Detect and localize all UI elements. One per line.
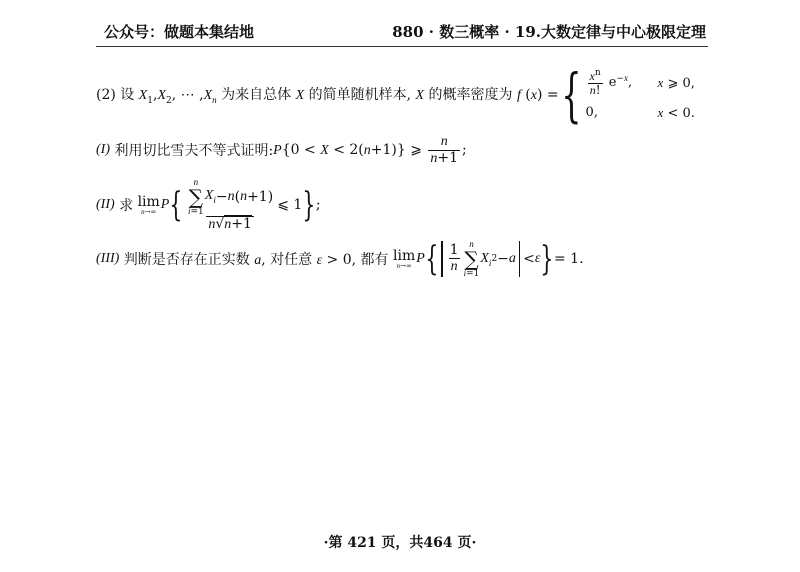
- part2-text: 求: [119, 198, 134, 215]
- part3-text: 判断是否存在正实数 a, 对任意 ε > 0, 都有: [123, 252, 389, 269]
- part1-math: P{0 < X < 2(n+1)} ⩾ $\frac{n}{n+1}$ ;: [273, 134, 467, 166]
- case-row-1: $\frac{x^n}{n!}$ $e^{-x}$, x ⩾ 0,: [589, 68, 695, 97]
- page-footer: ·第 421 页，共464 页·: [323, 535, 477, 551]
- limit-operator: lim n→∞: [137, 193, 160, 216]
- cases-brace: {: [560, 61, 582, 129]
- page-header: [104, 18, 706, 44]
- part1-label: (I): [96, 142, 110, 158]
- problem-intro: [96, 61, 695, 129]
- intro-text: (2) 设 $X_1,X_2$, ⋯ $,X_n$ 为来自总体 X 的简单随机样本, X 的概率密度为 f (x) =: [96, 87, 559, 106]
- part-3: (III) 判断是否存在正实数 a, 对任意 ε > 0, 都有 lim n→∞ P { $\frac{1}{n}$ n ∑ i=1 $X_i$ 2 − a < ε } = 1.: [96, 239, 584, 280]
- left-brace: {: [169, 185, 183, 226]
- header-source: 公众号：做题本集结地: [104, 22, 255, 41]
- part3-label: (III): [96, 251, 120, 267]
- part2-label: (II): [96, 197, 115, 213]
- limit-operator-2: lim n→∞: [393, 247, 416, 270]
- part1-text: 利用切比雪夫不等式证明:: [114, 143, 274, 160]
- header-rule: [96, 46, 708, 47]
- clt-fraction: n ∑ i=1 $X_i$ − n ( n +1) n√n+1: [188, 177, 274, 233]
- density-cases: [586, 69, 695, 120]
- case-row-2: 0, x < 0.: [585, 104, 695, 121]
- right-brace: }: [302, 185, 316, 226]
- header-chapter: 880 · 数三概率 · 19.大数定律与中心极限定理: [392, 22, 706, 41]
- part-1: [96, 134, 467, 166]
- part-2: (II) 求 lim n→∞ P { n ∑ i=1 $X_i$ − n ( n +1) n√n+1 ⩽ 1 } ;: [96, 177, 321, 233]
